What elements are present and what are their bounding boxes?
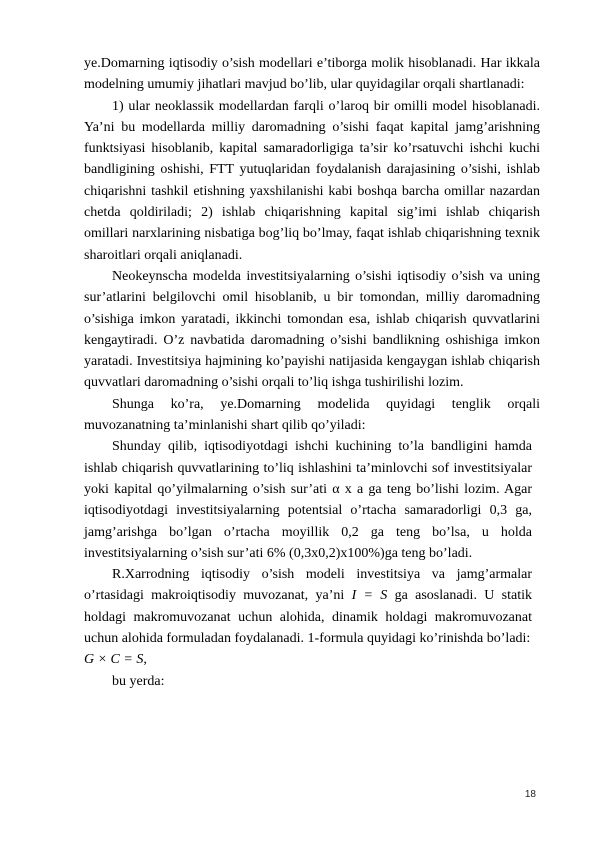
harrod-text-after: ga asoslanadi. U statik holdagi makromuvozanat uchun alohida, dinamik holdagi makromuvozanat uchun alohida formuladan foydalanadi. 1-formula quyidagi ko’rinishda bo’ladi: [84,588,533,647]
page-number: 18 [524,789,536,800]
paragraph-where: bu yerda: [112,673,165,689]
formula-investment-equals-savings: I = S [351,588,388,604]
paragraph-harrod-model [84,564,532,649]
paragraph-investment-growth: Shunday qilib, iqtisodiyotdagi ishchi kuchining to’la bandligini hamda ishlab chiqarish quvvatlarining to’liq ishlashini ta’minlovchi sof investitsiyalar yoki kapital qo’yilmalarning o’sish sur’ati α x a ga teng bo’lishi lozim. Agar iqtisodiyotdagi investitsiyalarning potentsial o’rtacha samaradorligi 0,3 ga, jamg’arishga bo’lgan o’rtacha moyillik 0,2 ga teng bo’lsa, u holda investitsiyalarning o’sish sur’ati 6% (0,3x0,2)x100%)ga teng bo’ladi. [84,439,532,561]
formula-growth-equation [84,649,540,670]
body-text [84,53,540,692]
paragraph-neokeynesian-model: Neokeynscha modelda investitsiyalarning o’sishi iqtisodiy o’sish va uning sur’atlarini belgilovchi omil hisoblanib, u bir tomondan, milliy daromadning o’sishiga imkon yaratadi, ikkinchi tomondan esa, ishlab chiqarish quvvatlarini kengaytiradi. O’z navbatida daromadning o’sishi bandlikning oshishiga imkon yaratadi. Investitsiya hajmining ko’payishi natijasida kengaygan ishlab chiqarish quvvatlari daromadning o’sishi orqali to’liq ishga tushirilishi lozim. [84,268,540,391]
paragraph-domar-intro: ye.Domarning iqtisodiy o’sish modellari e’tiborga molik hisoblanadi. Har ikkala modelning umumiy jihatlari mavjud bo’lib, ular quyidagilar orqali shartlanadi: [84,56,540,93]
paragraph-common-features: 1) ular neoklassik modellardan farqli o’laroq bir omilli model hisoblanadi. Ya’ni bu modellarda milliy daromadning o’sishi faqat kapital jamg’arishning funktsiyasi hisoblanib, kapital samaradorligiga ta’sir ko’rsatuvchi ishchi kuchi bandligining oshishi, FTT yutuqlaridan foydalanish darajasining o’sishi, ishlab chiqarishni tashkil etishning yaxshilanishi kabi boshqa barcha omillar nazardan chetda qoldiriladi; 2) ishlab chiqarishning kapital sig’imi ishlab chiqarish omillari narxlarining nisbatiga bog’liq bo’lmay, faqat ishlab chiqarishning texnik sharoitlari orqali aniqlanadi. [84,98,540,263]
harrod-text-before: R.Xarrodning iqtisodiy o’sish modeli investitsiya va jamg’armalar o’rtasidagi makroiqtisodiy muvozanat, ya’ni [84,567,532,604]
formula-expression: G × C = S [84,652,144,668]
paragraph-equilibrium-condition: Shunga ko’ra, ye.Domarning modelida quyidagi tenglik orqali muvozanatning ta’minlanishi shart qilib qo’yiladi: [84,396,540,434]
formula-suffix: , [143,652,147,668]
